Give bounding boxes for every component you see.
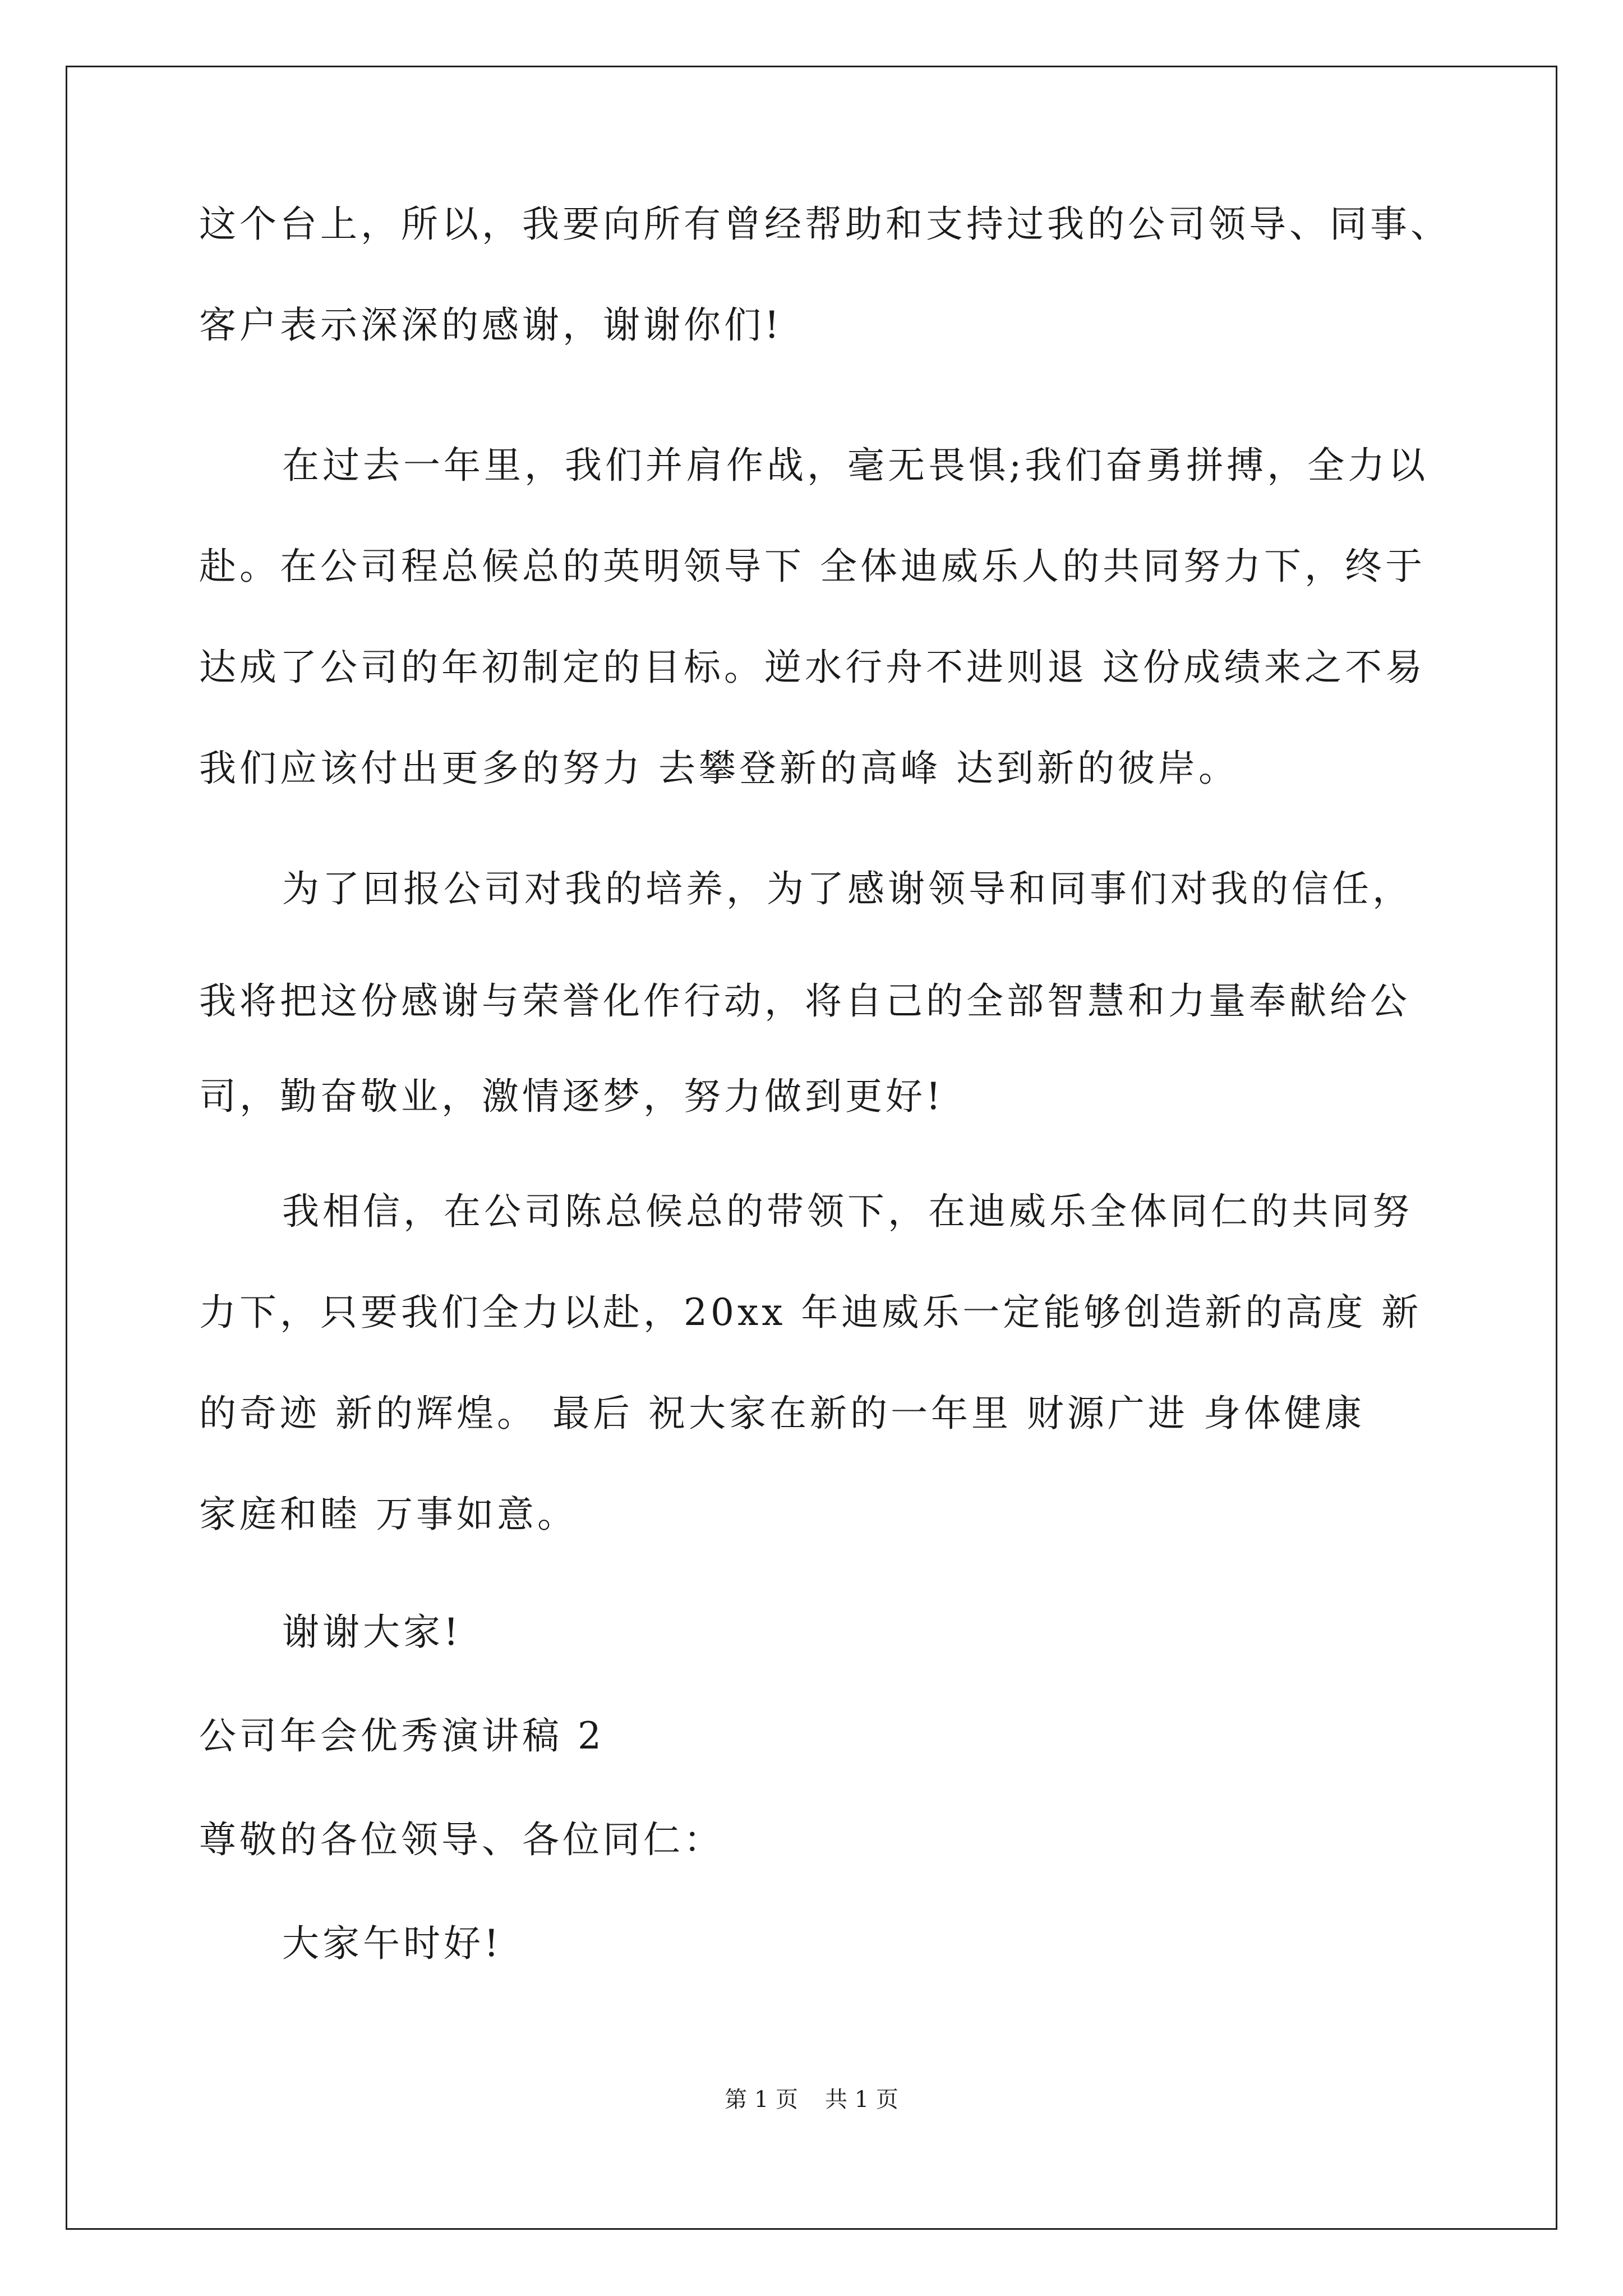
paragraph-line: 家庭和睦 万事如意。 (199, 1493, 578, 1536)
page-number: 第 1 页 (725, 2087, 798, 2113)
closing-line: 谢谢大家! (282, 1611, 462, 1654)
paragraph-line: 为了回报公司对我的培养，为了感谢领导和同事们对我的信任， (282, 867, 1413, 910)
paragraph-line: 我将把这份感谢与荣誉化作行动，将自己的全部智慧和力量奉献给公 (199, 979, 1410, 1023)
paragraph-line: 的奇迹 新的辉煌。 最后 祝大家在新的一年里 财源广进 身体健康 (199, 1392, 1365, 1435)
paragraph-line: 在过去一年里，我们并肩作战，毫无畏惧;我们奋勇拼搏，全力以 (282, 444, 1429, 487)
paragraph-line: 达成了公司的年初制定的目标。逆水行舟不进则退 这份成绩来之不易 (199, 646, 1426, 689)
paragraph-line: 力下，只要我们全力以赴，20xx 年迪威乐一定能够创造新的高度 新 (199, 1291, 1422, 1334)
paragraph-line: 我相信，在公司陈总候总的带领下，在迪威乐全体同仁的共同努 (282, 1190, 1413, 1233)
paragraph-line: 我们应该付出更多的努力 去攀登新的高峰 达到新的彼岸。 (199, 747, 1239, 790)
paragraph-line: 司，勤奋敬业，激情逐梦，努力做到更好! (199, 1075, 944, 1118)
page-border (66, 66, 1557, 2230)
salutation: 尊敬的各位领导、各位同仁： (199, 1818, 724, 1861)
paragraph-line: 这个台上，所以，我要向所有曾经帮助和支持过我的公司领导、同事、 (199, 203, 1451, 246)
page-footer (0, 2086, 1623, 2114)
paragraph-line: 赴。在公司程总候总的英明领导下 全体迪威乐人的共同努力下，终于 (199, 545, 1426, 588)
paragraph-line: 客户表示深深的感谢，谢谢你们! (199, 303, 783, 347)
page-total: 共 1 页 (825, 2087, 898, 2113)
section-heading: 公司年会优秀演讲稿 2 (199, 1714, 605, 1757)
greeting: 大家午时好! (282, 1922, 502, 1965)
